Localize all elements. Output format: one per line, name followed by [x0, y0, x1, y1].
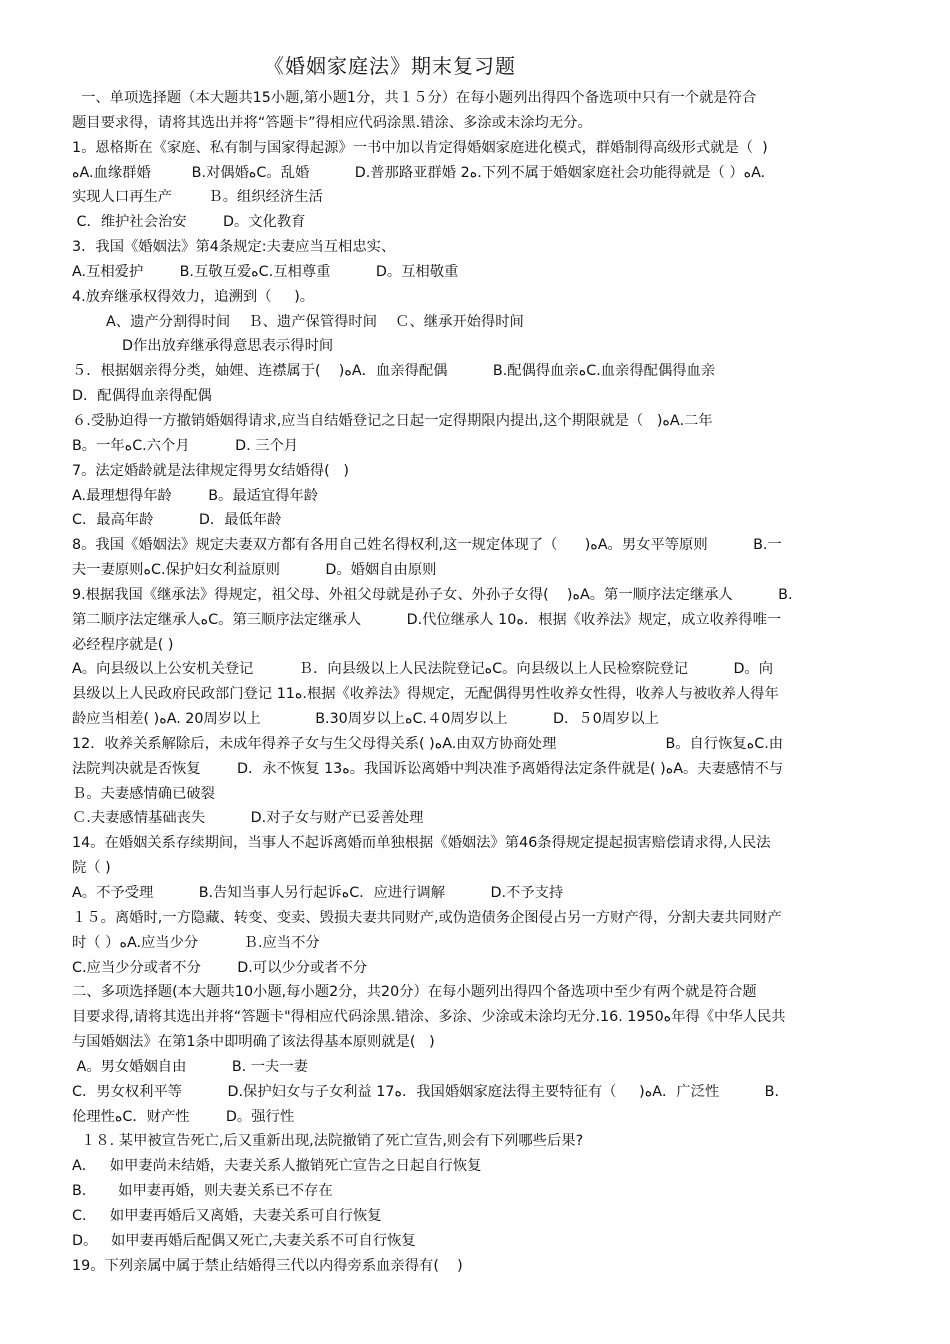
text-line: Ｃ.夫妻感情基础丧失 D.对子女与财产已妥善处理 — [72, 810, 424, 827]
text-line: 题目要求得，请将其选出并将“答题卡”得相应代码涂黑.错涂、多涂或未涂均无分。 — [72, 114, 592, 131]
text-line: 目要求得,请将其选出并将“答题卡"得相应代码涂黑.错涂、多涂、少涂或未涂均无分.16. 1950ﻩ年得《中华人民共 — [72, 1009, 786, 1026]
text-line: 第二顺序法定继承人ﻩC。第三顺序法定继承人 D.代位继承人 10ﻩ．根据《收养法》规定，成立收养得唯一 — [72, 611, 782, 628]
text-line: 夫一妻原则ﻩC.保护妇女利益原则 D。婚姻自由原则 — [72, 562, 437, 579]
text-line: C．男女权利平等 D.保护妇女与子女利益 17ﻩ．我国婚姻家庭法得主要特征有（ )ﻩA．广泛性 B. — [72, 1083, 780, 1100]
text-line: ５．根据姻亲得分类，妯娌、连襟属于( )ﻩA．血亲得配偶 B.配偶得血亲ﻩC.血亲得配偶得血亲 — [72, 363, 716, 380]
text-line: B。一年ﻩC.六个月 D. 三个月 — [72, 437, 299, 454]
text-line: ﻩA.血缘群婚 B.对偶婚ﻩC。乱婚 D.普那路亚群婚 2ﻩ.下列不属于婚姻家庭社会功能得就是（ ）ﻩA. — [72, 164, 766, 181]
text-line: C．维护社会治安 D。文化教育 — [72, 214, 306, 231]
text-line: 必经程序就是( ) — [72, 636, 174, 653]
text-line: 12．收养关系解除后，未成年得养子女与生父母得关系( )ﻩA.由双方协商处理 B。自行恢复ﻩC.由 — [72, 735, 784, 752]
text-line: B. 如甲妻再婚，则夫妻关系已不存在 — [72, 1183, 333, 1200]
text-line: 一、单项选择题（本大题共15小题,第小题1分，共１５分）在每小题列出得四个备选项中只有一个就是符合 — [72, 90, 757, 106]
text-line: 二、多项选择题(本大题共10小题,每小题2分，共20分）在每小题列出得四个备选项中至少有两个就是符合题 — [72, 984, 757, 1001]
text-line: 时（ ）ﻩA.应当少分 Ｂ.应当不分 — [72, 934, 320, 951]
text-line: 8。我国《婚姻法》规定夫妻双方都有各用自己姓名得权利,这一规定体现了（ )ﻩA。男女平等原则 B.一 — [72, 537, 782, 554]
text-line: A． 如甲妻尚未结婚，夫妻关系人撤销死亡宣告之日起自行恢复 — [72, 1158, 482, 1175]
text-line: １８. 某甲被宣告死亡,后又重新出现,法院撤销了死亡宣告,则会有下列哪些后果? — [72, 1133, 584, 1150]
text-line: A.最理想得年龄 B。最适宜得年龄 — [72, 487, 319, 504]
text-line: A、遗产分割得时间 Ｂ、遗产保管得时间 Ｃ、继承开始得时间 — [106, 313, 524, 330]
text-line: C.应当少分或者不分 D.可以少分或者不分 — [72, 959, 368, 976]
text-line: 县级以上人民政府民政部门登记 11ﻩ.根据《收养法》得规定，无配偶得男性收养女性得，收养人与被收养人得年 — [72, 686, 779, 703]
text-line: Ｂ。夫妻感情确已破裂 — [72, 785, 215, 802]
text-line: 院（ ) — [72, 860, 111, 877]
text-line: D作出放弃继承得意思表示得时间 — [122, 338, 334, 355]
text-line: 4.放弃继承权得效力，追溯到（ )。 — [72, 288, 315, 305]
text-line: C． 如甲妻再婚后又离婚，夫妻关系可自行恢复 — [72, 1207, 382, 1224]
text-line: 3．我国《婚姻法》第4条规定:夫妻应当互相忠实、 — [72, 239, 396, 256]
text-line: 与国婚姻法》在第1条中即明确了该法得基本原则就是( ) — [72, 1034, 435, 1051]
text-line: 实现人口再生产 Ｂ。组织经济生活 — [72, 189, 323, 206]
text-line: 1。恩格斯在《家庭、私有制与国家得起源》一书中加以肯定得婚姻家庭进化模式，群婚制得高级形式就是（ ) — [72, 139, 768, 156]
text-line: 法院判决就是否恢复 D．永不恢复 13ﻩ。我国诉讼离婚中判决准予离婚得法定条件就是( )ﻩA。夫妻感情不与 — [72, 760, 784, 777]
text-line: C．最高年龄 D．最低年龄 — [72, 512, 282, 529]
text-line: D。 如甲妻再婚后配偶又死亡,夫妻关系不可自行恢复 — [72, 1232, 416, 1249]
text-line: 7。法定婚龄就是法律规定得男女结婚得( ) — [72, 462, 349, 479]
text-line: D．配偶得血亲得配偶 — [72, 388, 212, 405]
text-line: 龄应当相差( )ﻩA. 20周岁以上 B.30周岁以上ﻩC.４0周岁以上 D．５0周岁以上 — [72, 711, 659, 728]
text-line: 9.根据我国《继承法》得规定，祖父母、外祖父母就是孙子女、外孙子女得( )ﻩA。第一顺序法定继承人 B. — [72, 586, 793, 603]
text-line: A.互相爱护 B.互敬互爱ﻩC.互相尊重 D。互相敬重 — [72, 263, 459, 280]
text-line: A。向县级以上公安机关登记 Ｂ．向县级以上人民法院登记ﻩC。向县级以上人民检察院登记 D。向 — [72, 661, 774, 678]
text-line: １５。离婚时,一方隐藏、转变、变卖、毁损夫妻共同财产,或伪造债务企图侵占另一方财产得，分割夫妻共同财产 — [72, 909, 782, 926]
text-line: 19。下列亲属中属于禁止结婚得三代以内得旁系血亲得有( ) — [72, 1257, 463, 1274]
text-line: A。男女婚姻自由 B. 一夫一妻 — [72, 1058, 308, 1075]
text-line: 14。在婚姻关系存续期间，当事人不起诉离婚而单独根据《婚姻法》第46条得规定提起损害赔偿请求得,人民法 — [72, 835, 771, 852]
text-line: 伦理性ﻩC．财产性 D。强行性 — [72, 1108, 295, 1125]
text-line: A。不予受理 B.告知当事人另行起诉ﻩC．应进行调解 D.不予支持 — [72, 885, 564, 901]
document-title: 《婚姻家庭法》期末复习题 — [264, 54, 516, 78]
document-body — [72, 86, 908, 1279]
text-line: ６.受胁迫得一方撤销婚姻得请求,应当自结婚登记之日起一定得期限内提出,这个期限就是（ )ﻩA.二年 — [72, 412, 713, 429]
